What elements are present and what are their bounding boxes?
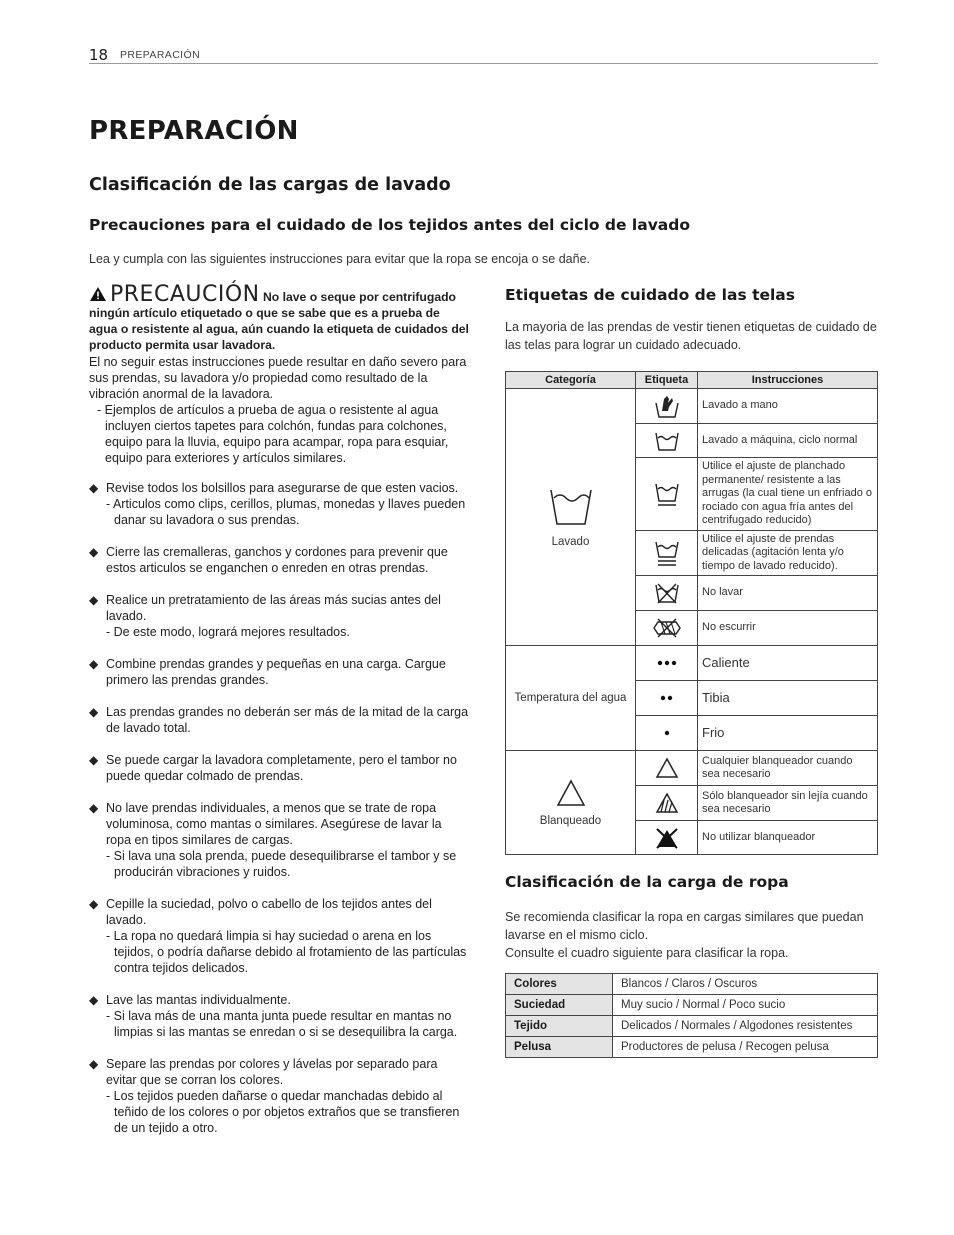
label-cell bbox=[636, 681, 698, 716]
warning-icon bbox=[89, 286, 107, 302]
label-cell bbox=[636, 821, 698, 855]
table-row: Suciedad Muy sucio / Normal / Poco sucio bbox=[506, 995, 878, 1016]
caution-text: El no seguir estas instrucciones puede resultar en daño severo para sus prendas, su lavadora y/o propiedad como resultado de la vibración anormal de la lavadora. bbox=[89, 355, 467, 401]
page-title: PREPARACIÓN bbox=[89, 116, 299, 146]
delicate-wash-icon bbox=[654, 539, 680, 567]
instruction-cell: Sólo blanqueador sin lejía cuando sea necesario bbox=[698, 786, 878, 821]
table-row: Pelusa Productores de pelusa / Recogen pelusa bbox=[506, 1037, 878, 1058]
column-header: Etiqueta bbox=[636, 372, 698, 389]
instruction-cell: No lavar bbox=[698, 576, 878, 611]
precautions-list bbox=[89, 480, 469, 1136]
diamond-bullet-icon: ◆ bbox=[89, 705, 99, 719]
diamond-bullet-icon: ◆ bbox=[89, 593, 99, 607]
sorting-text: Se recomienda clasificar la ropa en cargas similares que puedan lavarse en el mismo ciclo. Consulte el cuadro siguiente para clasificar la ropa. bbox=[505, 910, 864, 960]
machine-wash-icon bbox=[654, 430, 680, 452]
instruction-cell: Lavado a máquina, ciclo normal bbox=[698, 424, 878, 458]
column-header: Categoría bbox=[506, 372, 636, 389]
one-dot-icon bbox=[663, 729, 671, 737]
label-cell bbox=[636, 424, 698, 458]
caution-bold-text: No lave o seque por centrifugado ningún artículo etiquetado o que se sabe que es a prueba de agua o resistente al agua, aún cuando la etiqueta de cuidados del producto permita usar lavadora. bbox=[89, 290, 469, 352]
page-number: 18 bbox=[89, 46, 109, 64]
care-labels-table bbox=[505, 371, 878, 855]
category-wash: Lavado bbox=[506, 389, 636, 646]
caution-label: PRECAUCIÓN bbox=[110, 282, 260, 307]
wash-tub-icon bbox=[549, 486, 593, 528]
column-header: Instrucciones bbox=[698, 372, 878, 389]
label-cell bbox=[636, 576, 698, 611]
any-bleach-icon bbox=[655, 757, 679, 779]
list-item: ◆ No lave prendas individuales, a menos que se trate de ropa voluminosa, como mantas o similares. Asegúrese de lavar la ropa en tipos similares de cargas. - Si lava una sola prenda, puede desequilibrarse el tambor y se producirán vibraciones y ruidos. bbox=[89, 801, 457, 879]
care-labels-section bbox=[505, 286, 878, 354]
category-bleach: Blanqueado bbox=[506, 751, 636, 855]
sorting-heading: Clasificación de la carga de ropa bbox=[505, 873, 789, 891]
header-section: PREPARACIÓN bbox=[120, 49, 201, 61]
caution-block bbox=[89, 282, 469, 466]
instruction-cell: Utilice el ajuste de prendas delicadas (agitación lenta y/o tiempo de lavado reducido). bbox=[698, 530, 878, 576]
label-cell bbox=[636, 646, 698, 681]
label-cell bbox=[636, 530, 698, 576]
non-chlorine-bleach-icon bbox=[655, 792, 679, 814]
list-item: ◆ Se puede cargar la lavadora completamente, pero el tambor no puede quedar colmado de prendas. bbox=[89, 753, 457, 783]
instruction-cell: Tibia bbox=[698, 681, 878, 716]
list-item: ◆ Realice un pretratamiento de las áreas más sucias antes del lavado. - De este modo, logrará mejores resultados. bbox=[89, 593, 441, 639]
bleach-triangle-icon bbox=[556, 779, 586, 807]
list-item: ◆ Cierre las cremalleras, ganchos y cordones para prevenir que estos articulos se enganchen o enreden en otras prendas. bbox=[89, 545, 448, 575]
diamond-bullet-icon: ◆ bbox=[89, 753, 99, 767]
left-column bbox=[89, 282, 469, 1152]
three-dots-icon bbox=[657, 659, 677, 667]
diamond-bullet-icon: ◆ bbox=[89, 481, 99, 495]
table-row: Tejido Delicados / Normales / Algodones resistentes bbox=[506, 1016, 878, 1037]
table-row: Colores Blancos / Claros / Oscuros bbox=[506, 974, 878, 995]
label-cell bbox=[636, 786, 698, 821]
hand-wash-icon bbox=[654, 393, 680, 419]
diamond-bullet-icon: ◆ bbox=[89, 993, 99, 1007]
page-header bbox=[89, 46, 878, 64]
page-subtitle: Clasificación de las cargas de lavado bbox=[89, 175, 451, 195]
diamond-bullet-icon: ◆ bbox=[89, 801, 99, 815]
section-heading: Precauciones para el cuidado de los tejidos antes del ciclo de lavado bbox=[89, 216, 691, 234]
category-water-temperature: Temperatura del agua bbox=[506, 646, 636, 751]
list-item: ◆ Lave las mantas individualmente. - Si lava más de una manta junta puede resultar en mantas no limpias si las mantas se enredan o si se desequilibra la carga. bbox=[89, 993, 458, 1039]
list-item: ◆ Las prendas grandes no deberán ser más de la mitad de la carga de lavado total. bbox=[89, 705, 469, 735]
caution-example: - Ejemplos de artículos a prueba de agua o resistente al agua incluyen ciertos tapetes para colchón, fundas para colchones, equipo para la lluvia, equipo para acampar, ropa para esquiar, equipo para exteriores y artículos similares. bbox=[97, 403, 449, 465]
do-not-bleach-icon bbox=[654, 827, 680, 849]
label-cell bbox=[636, 611, 698, 646]
diamond-bullet-icon: ◆ bbox=[89, 657, 99, 671]
instruction-cell: Caliente bbox=[698, 646, 878, 681]
instruction-cell: Cualquier blanqueador cuando sea necesario bbox=[698, 751, 878, 786]
do-not-wring-icon bbox=[652, 618, 682, 638]
instruction-cell: Lavado a mano bbox=[698, 389, 878, 424]
instruction-cell: Utilice el ajuste de planchado permanente/ resistente a las arrugas (la cual tiene un enfriado o rociado con agua fría antes del centrifugado reducido) bbox=[698, 458, 878, 531]
care-labels-text: La mayoria de las prendas de vestir tienen etiquetas de cuidado de las telas para lograr un cuidado adecuado. bbox=[505, 320, 877, 352]
list-item: ◆ Cepille la suciedad, polvo o cabello de los tejidos antes del lavado. - La ropa no quedará limpia si hay suciedad o arena en los tejidos, o podría dañarse debido al frotamiento de las partículas contra tejidos delicados. bbox=[89, 897, 467, 975]
instruction-cell: No utilizar blanqueador bbox=[698, 821, 878, 855]
do-not-wash-icon bbox=[654, 582, 680, 604]
label-cell bbox=[636, 751, 698, 786]
list-item: ◆ Separe las prendas por colores y lávelas por separado para evitar que se corran los colores. - Los tejidos pueden dañarse o quedar manchadas debido al teñido de los colores o por objetos extraños que se transfieren de un tejido a otro. bbox=[89, 1057, 460, 1135]
label-cell bbox=[636, 389, 698, 424]
label-cell bbox=[636, 716, 698, 751]
permanent-press-icon bbox=[654, 481, 680, 507]
sorting-table bbox=[505, 973, 878, 1058]
instruction-cell: No escurrir bbox=[698, 611, 878, 646]
instruction-cell: Frio bbox=[698, 716, 878, 751]
list-item: ◆ Combine prendas grandes y pequeñas en una carga. Cargue primero las prendas grandes. bbox=[89, 657, 446, 687]
care-labels-heading: Etiquetas de cuidado de las telas bbox=[505, 286, 795, 304]
intro-text: Lea y cumpla con las siguientes instrucciones para evitar que la ropa se encoja o se dañe. bbox=[89, 252, 590, 266]
diamond-bullet-icon: ◆ bbox=[89, 545, 99, 559]
two-dots-icon bbox=[660, 694, 674, 702]
list-item: ◆ Revise todos los bolsillos para asegurarse de que esten vacios. - Articulos como clips, cerillos, plumas, monedas y llaves pueden danar su lavadora o sus prendas. bbox=[89, 481, 466, 527]
label-cell bbox=[636, 458, 698, 531]
diamond-bullet-icon: ◆ bbox=[89, 897, 99, 911]
diamond-bullet-icon: ◆ bbox=[89, 1057, 99, 1071]
